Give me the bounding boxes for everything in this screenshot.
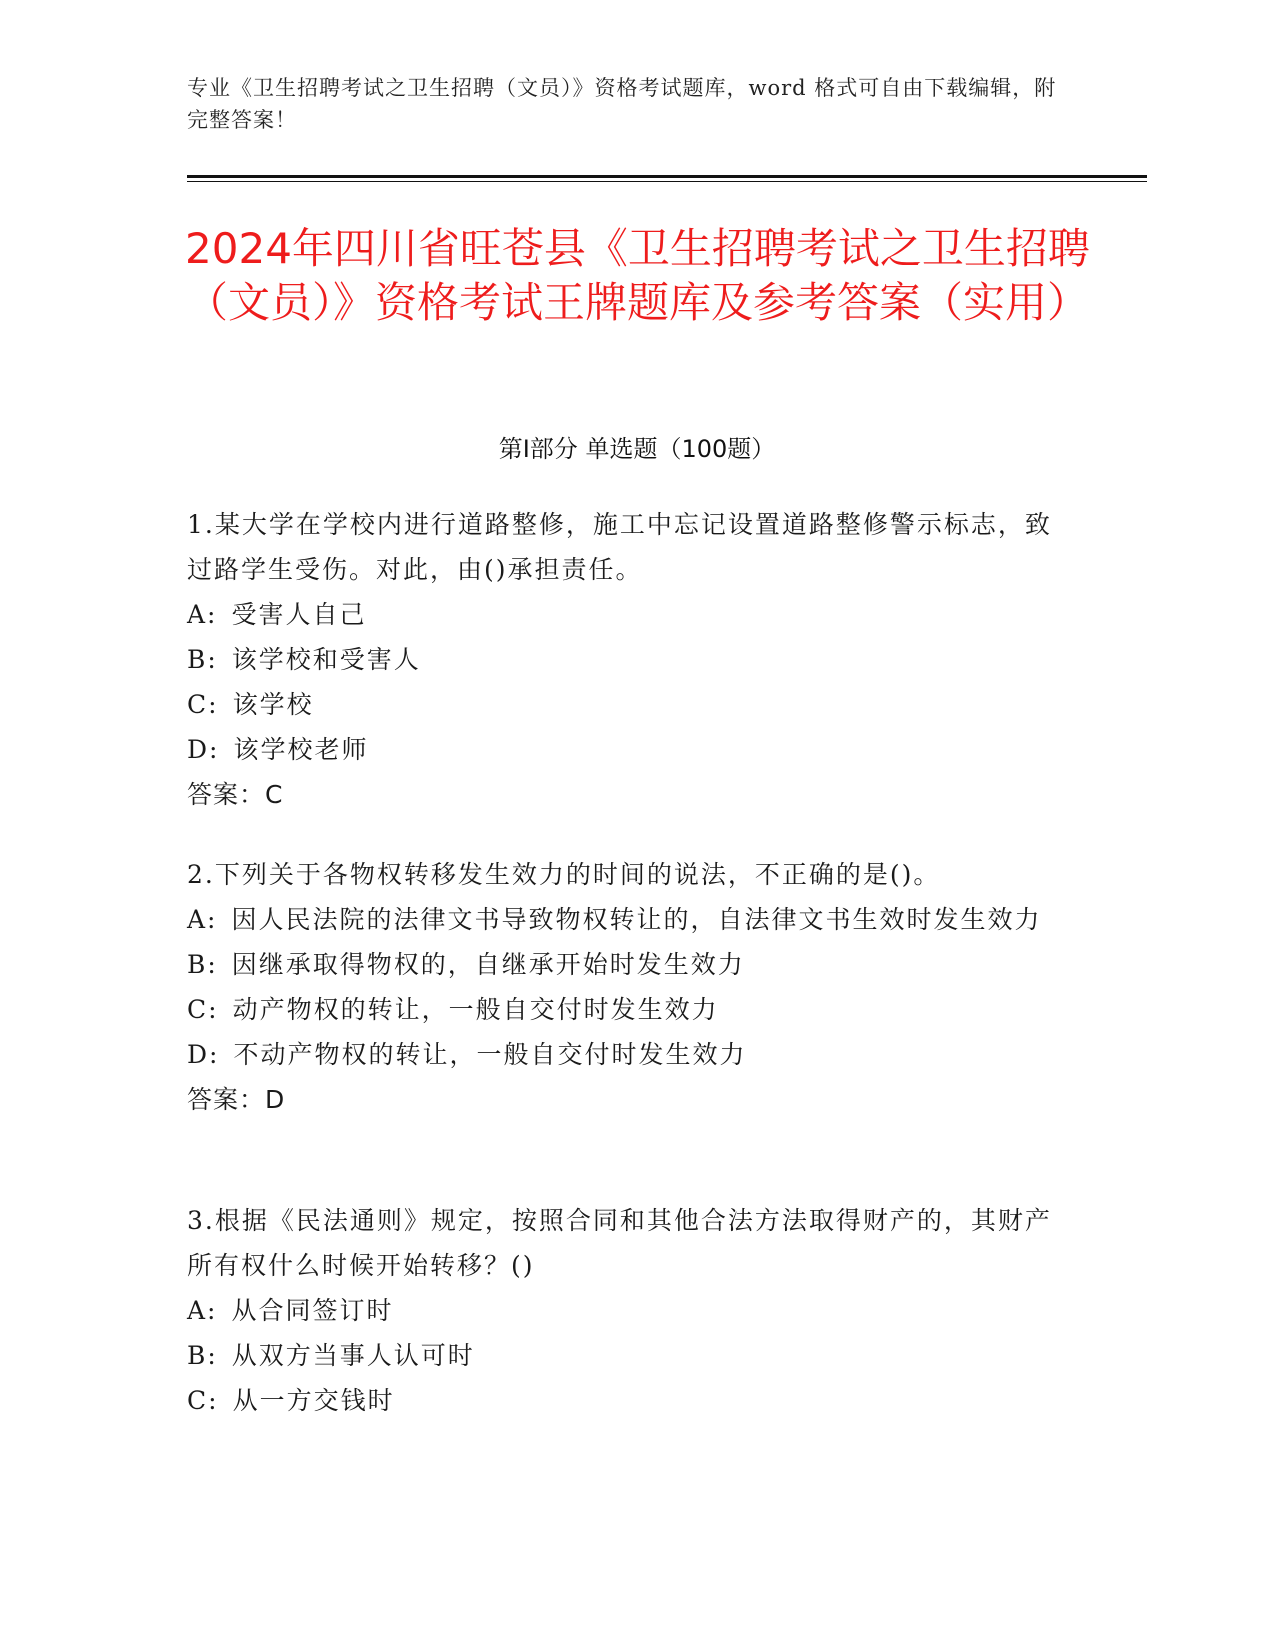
option-b: [187, 1333, 1067, 1378]
answer-line: [187, 1077, 1067, 1122]
option-text: 不动产物权的转让，一般自交付时发生效力: [233, 1040, 747, 1069]
option-label: C:: [187, 690, 219, 719]
option-b: [187, 942, 1067, 987]
answer-value: D: [265, 1085, 286, 1114]
question-stem: 2.下列关于各物权转移发生效力的时间的说法，不正确的是()。: [187, 860, 941, 889]
question-3: [187, 1198, 1067, 1423]
option-text: 受害人自己: [231, 600, 367, 629]
answer-value: C: [265, 780, 284, 809]
header-rule-thick: [187, 175, 1147, 178]
option-label: B:: [187, 950, 218, 979]
option-label: C:: [187, 995, 219, 1024]
answer-label: 答案：: [187, 1085, 266, 1114]
option-text: 因人民法院的法律文书导致物权转让的，自法律文书生效时发生效力: [231, 905, 1042, 934]
option-a: [187, 1288, 1067, 1333]
option-label: B:: [187, 645, 218, 674]
option-label: A:: [187, 905, 218, 934]
option-c: [187, 682, 1067, 727]
header-rule-thin: [187, 181, 1147, 182]
option-text: 该学校: [232, 690, 314, 719]
question-stem: 1.某大学在学校内进行道路整修，施工中忘记设置道路整修警示标志，致过路学生受伤。对此，由()承担责任。: [187, 510, 1052, 584]
option-text: 从合同签订时: [231, 1296, 394, 1325]
option-c: [187, 987, 1067, 1032]
option-d: [187, 1032, 1067, 1077]
option-text: 从一方交钱时: [232, 1386, 395, 1415]
option-label: D:: [187, 1040, 220, 1069]
header-note: 专业《卫生招聘考试之卫生招聘（文员）》资格考试题库，word 格式可自由下载编辑，附完整答案！: [187, 76, 1057, 132]
option-text: 从双方当事人认可时: [231, 1341, 475, 1370]
question-stem: 3.根据《民法通则》规定，按照合同和其他合法方法取得财产的，其财产所有权什么时候开始转移？(): [187, 1206, 1052, 1280]
question-2: [187, 852, 1067, 1122]
option-a: [187, 897, 1067, 942]
option-text: 该学校老师: [233, 735, 369, 764]
option-label: C:: [187, 1386, 219, 1415]
option-label: A:: [187, 600, 218, 629]
option-text: 该学校和受害人: [231, 645, 421, 674]
answer-label: 答案：: [187, 780, 266, 809]
document-title: 2024年四川省旺苍县《卫生招聘考试之卫生招聘（文员）》资格考试王牌题库及参考答案（实用）: [185, 224, 1090, 327]
option-c: [187, 1378, 1067, 1423]
option-label: B:: [187, 1341, 218, 1370]
option-label: D:: [187, 735, 220, 764]
option-d: [187, 727, 1067, 772]
option-b: [187, 637, 1067, 682]
option-text: 因继承取得物权的，自继承开始时发生效力: [231, 950, 745, 979]
section-title: 第Ⅰ部分 单选题（100题）: [498, 435, 776, 463]
option-a: [187, 592, 1067, 637]
option-label: A:: [187, 1296, 218, 1325]
answer-line: [187, 772, 1067, 817]
option-text: 动产物权的转让，一般自交付时发生效力: [232, 995, 719, 1024]
question-1: [187, 502, 1067, 817]
